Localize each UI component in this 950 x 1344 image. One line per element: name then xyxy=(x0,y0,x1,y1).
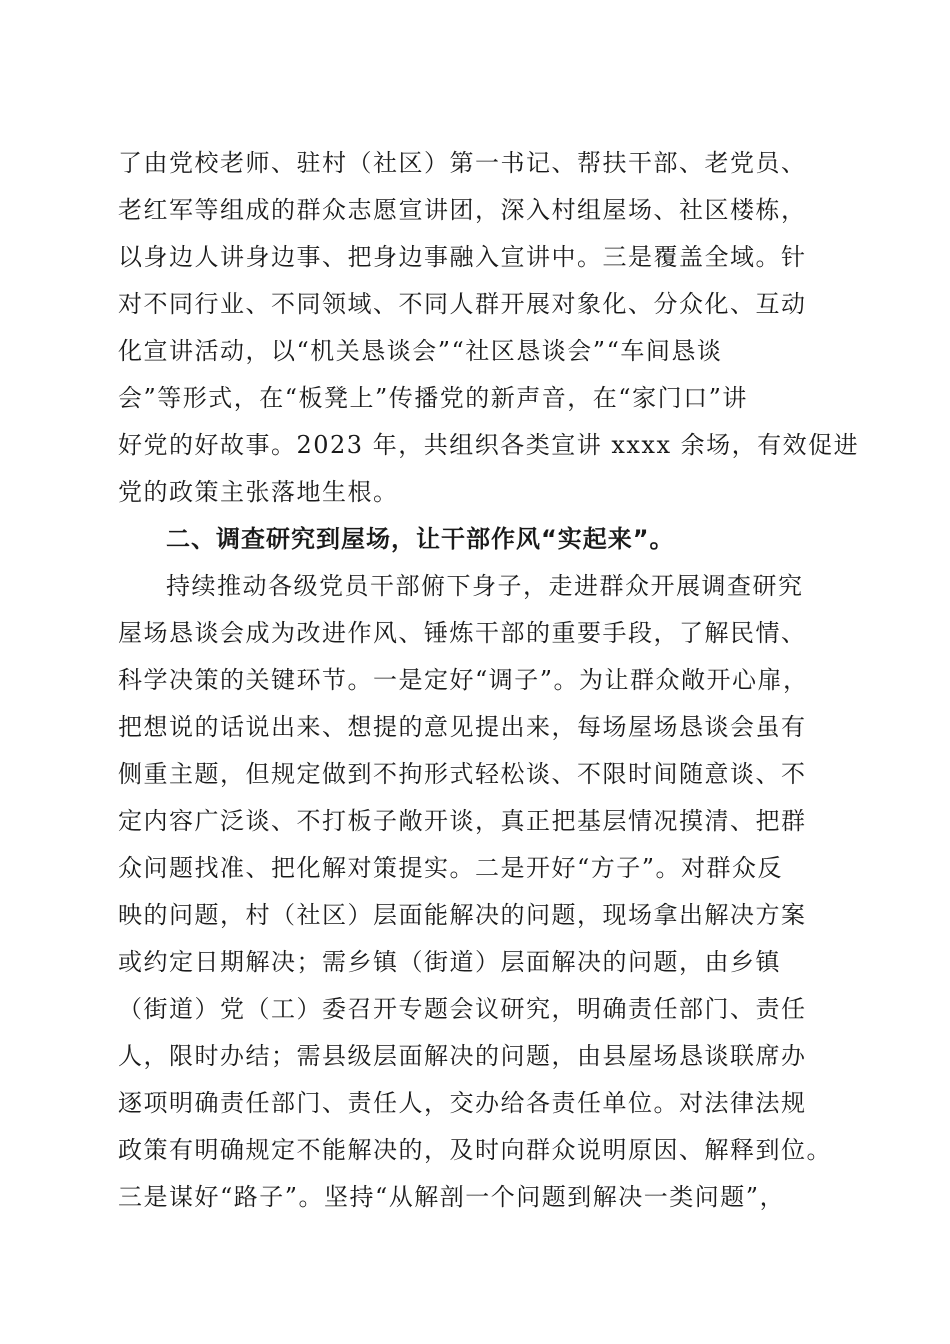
paragraph-line: 老红军等组成的群众志愿宣讲团，深入村组屋场、社区楼栋， xyxy=(118,196,807,224)
paragraph-line: 屋场恳谈会成为改进作风、锤炼干部的重要手段，了解民情、 xyxy=(118,619,807,647)
paragraph-line: 党的政策主张落地生根。 xyxy=(118,478,399,506)
section-heading: 二、调查研究到屋场，让干部作风“实起来”。 xyxy=(166,525,675,553)
paragraph-line: 定内容广泛谈、不打板子敞开谈，真正把基层情况摸清、把群 xyxy=(118,807,807,835)
paragraph-line: 众问题找准、把化解对策提实。二是开好“方子”。对群众反 xyxy=(118,854,784,882)
paragraph-line: 以身边人讲身边事、把身边事融入宣讲中。三是覆盖全域。针 xyxy=(118,243,807,271)
paragraph-line: 科学决策的关键环节。一是定好“调子”。为让群众敞开心扉， xyxy=(118,666,809,694)
paragraph-line: 或约定日期解决；需乡镇（街道）层面解决的问题，由乡镇 xyxy=(118,948,781,976)
paragraph-line: 好党的好故事。2023 年，共组织各类宣讲 xxxx 余场，有效促进 xyxy=(118,431,860,459)
paragraph-line: 政策有明确规定不能解决的，及时向群众说明原因、解释到位。 xyxy=(118,1136,832,1164)
paragraph-line: （街道）党（工）委召开专题会议研究，明确责任部门、责任 xyxy=(118,995,807,1023)
paragraph-line: 人，限时办结；需县级层面解决的问题，由县屋场恳谈联席办 xyxy=(118,1042,807,1070)
paragraph-line: 逐项明确责任部门、责任人，交办给各责任单位。对法律法规 xyxy=(118,1089,807,1117)
paragraph-line: 侧重主题，但规定做到不拘形式轻松谈、不限时间随意谈、不 xyxy=(118,760,807,788)
paragraph-line: 会”等形式，在“板凳上”传播党的新声音，在“家门口”讲 xyxy=(118,384,748,412)
paragraph-line: 了由党校老师、驻村（社区）第一书记、帮扶干部、老党员、 xyxy=(118,149,807,177)
paragraph-line: 持续推动各级党员干部俯下身子，走进群众开展调查研究 xyxy=(166,572,804,600)
paragraph-line: 三是谋好“路子”。坚持“从解剖一个问题到解决一类问题”， xyxy=(118,1183,786,1211)
paragraph-line: 映的问题，村（社区）层面能解决的问题，现场拿出解决方案 xyxy=(118,901,807,929)
paragraph-line: 对不同行业、不同领域、不同人群开展对象化、分众化、互动 xyxy=(118,290,807,318)
paragraph-line: 化宣讲活动，以“机关恳谈会”“社区恳谈会”“车间恳谈 xyxy=(118,337,723,365)
paragraph-line: 把想说的话说出来、想提的意见提出来，每场屋场恳谈会虽有 xyxy=(118,713,807,741)
